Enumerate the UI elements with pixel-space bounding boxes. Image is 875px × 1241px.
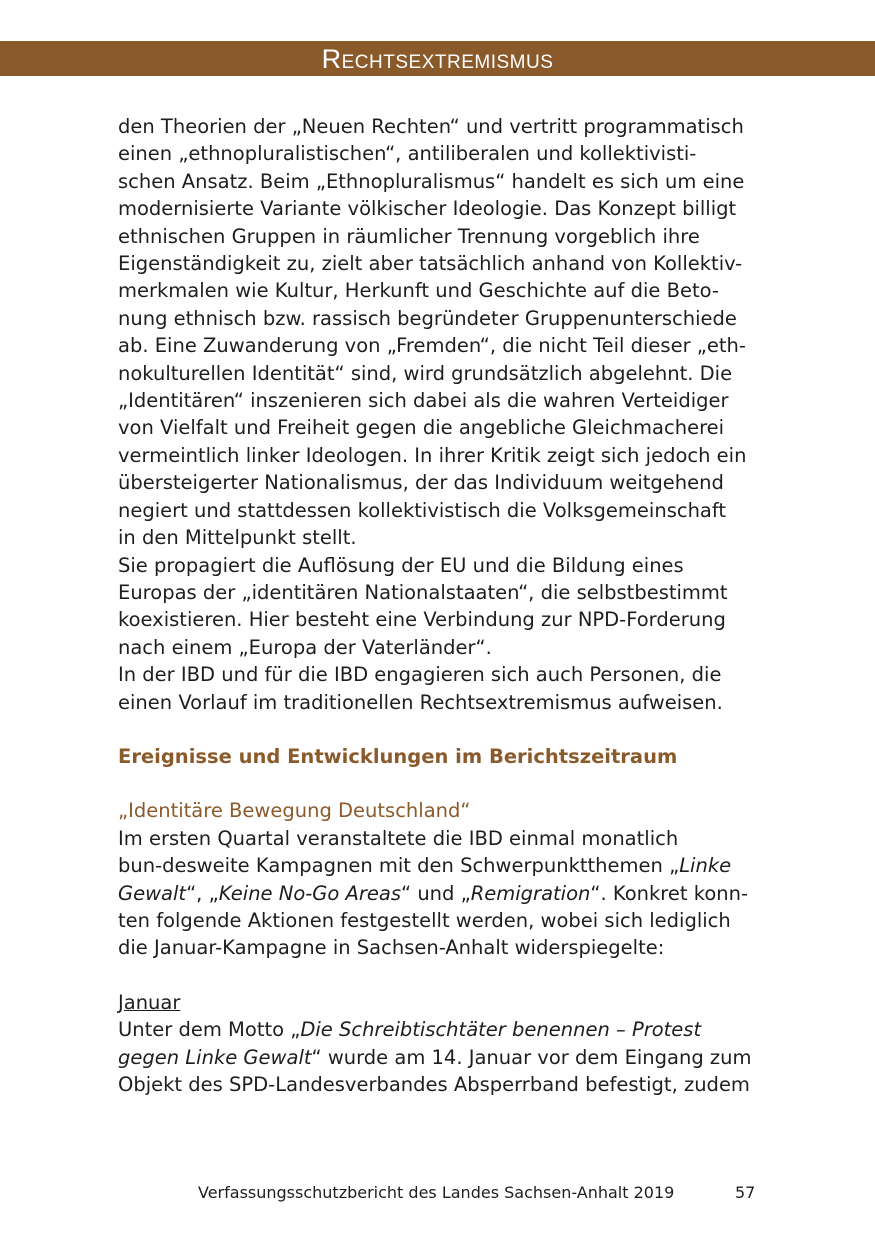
text-line: nung ethnisch bzw. rassisch begründeter Gruppenunterschiede <box>118 306 737 330</box>
text-line: bun-desweite Kampagnen mit den Schwerpunktthemen „Linke <box>118 854 732 878</box>
text-line: einen „ethnopluralistischen“, antiliberalen und kollektivisti- <box>118 142 697 166</box>
text-line: gegen Linke Gewalt“ wurde am 14. Januar vor dem Eingang zum <box>118 1045 752 1069</box>
subheading: „Identitäre Bewegung Deutschland“ <box>118 799 471 823</box>
chapter-title: Rechtsextremismus <box>321 44 554 74</box>
section-heading: Ereignisse und Entwicklungen im Berichtszeitraum <box>118 744 678 768</box>
text-line: modernisierte Variante völkischer Ideologie. Das Konzept billigt <box>118 197 737 221</box>
spacer <box>118 962 758 989</box>
text-line: den Theorien der „Neuen Rechten“ und vertritt programmatisch <box>118 115 744 138</box>
text-line: Im ersten Quartal veranstaltete die IBD einmal monatlich <box>118 826 679 850</box>
month-label: Januar <box>118 990 181 1014</box>
text-line: in den Mittelpunkt stellt. <box>118 526 357 550</box>
paragraph-4 <box>118 825 758 962</box>
main-text <box>118 113 758 1098</box>
spacer <box>118 716 758 743</box>
text-line: Objekt des SPD-Landesverbandes Absperrband befestigt, zudem <box>118 1073 750 1096</box>
page-number: 57 <box>735 1183 756 1202</box>
text-line: ethnischen Gruppen in räumlicher Trennung vorgeblich ihre <box>118 224 700 248</box>
chapter-banner <box>0 41 875 76</box>
text-line: von Vielfalt und Freiheit gegen die angebliche Gleichmacherei <box>118 416 725 440</box>
text-line: übersteigerter Nationalismus, der das Individuum weitgehend <box>118 471 724 495</box>
text-line: die Januar-Kampagne in Sachsen-Anhalt widerspiegelte: <box>118 936 665 960</box>
text-line: nach einem „Europa der Vaterländer“. <box>118 635 492 659</box>
text-line: In der IBD und für die IBD engagieren sich auch Personen, die <box>118 663 722 687</box>
text-line: schen Ansatz. Beim „Ethnopluralismus“ handelt es sich um eine <box>118 169 745 193</box>
paragraph-1 <box>118 113 758 552</box>
footer-title: Verfassungsschutzbericht des Landes Sachsen-Anhalt 2019 <box>198 1183 675 1202</box>
text-line: ab. Eine Zuwanderung von „Fremden“, die nicht Teil dieser „eth- <box>118 334 746 358</box>
text-line: Gewalt“, „Keine No-Go Areas“ und „Remigration“. Konkret konn- <box>118 881 748 905</box>
text-line: negiert und stattdessen kollektivistisch die Volksgemeinschaft <box>118 498 727 522</box>
text-line: vermeintlich linker Ideologen. In ihrer Kritik zeigt sich jedoch ein <box>118 443 747 467</box>
text-line: Unter dem Motto „Die Schreibtischtäter benennen – Protest <box>118 1018 702 1042</box>
text-line: Eigenständigkeit zu, zielt aber tatsächlich anhand von Kollektiv- <box>118 252 743 276</box>
paragraph-5 <box>118 1016 758 1098</box>
paragraph-3 <box>118 661 758 716</box>
text-line: Sie propagiert die Auflösung der EU und die Bildung eines <box>118 553 684 577</box>
text-line: nokulturellen Identität“ sind, wird grundsätzlich abgelehnt. Die <box>118 361 733 385</box>
text-line: „Identitären“ inszenieren sich dabei als die wahren Verteidiger <box>118 389 729 413</box>
text-line: einen Vorlauf im traditionellen Rechtsextremismus aufweisen. <box>118 690 723 714</box>
paragraph-2 <box>118 552 758 662</box>
spacer <box>118 770 758 797</box>
text-line: koexistieren. Hier besteht eine Verbindung zur NPD-Forderung <box>118 608 726 632</box>
text-line: ten folgende Aktionen festgestellt werden, wobei sich lediglich <box>118 908 731 932</box>
text-line: Europas der „identitären Nationalstaaten“, die selbstbestimmt <box>118 580 728 604</box>
text-line: merkmalen wie Kultur, Herkunft und Geschichte auf die Beto- <box>118 279 719 303</box>
